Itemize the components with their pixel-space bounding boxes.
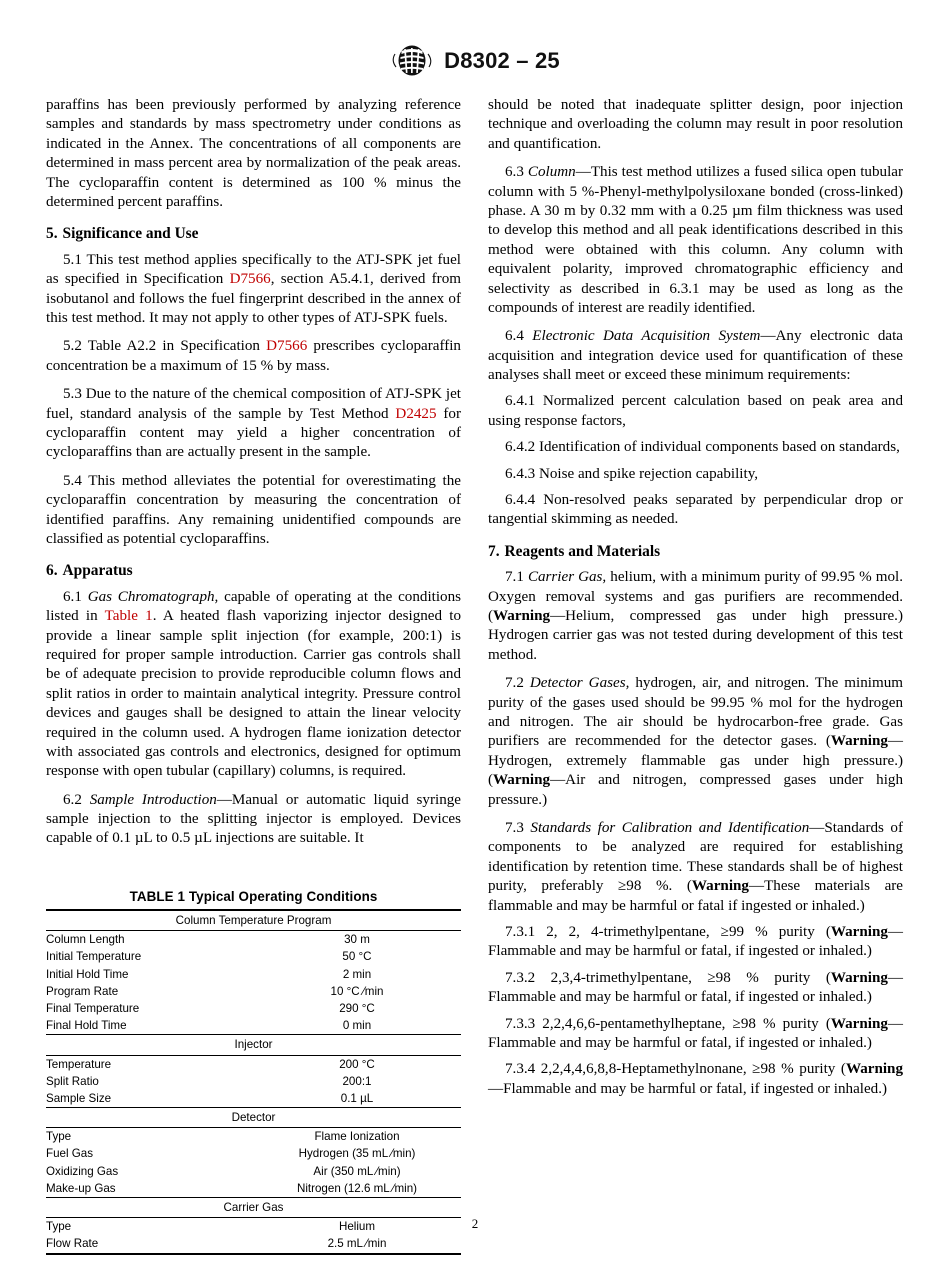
clause-7-1-text-1: helium, with a minimum purity of 99.95 % mol. Oxygen removal systems and gas purifiers are recommended. ( [488,569,904,625]
row-value: 2 min [342,967,372,981]
row-value: Helium [253,1218,461,1236]
paragraph-5-4 [46,472,461,550]
table-row [46,1163,461,1180]
clause-6-4-3-text: Noise and spike rejection capability, [538,465,759,482]
table-row [46,1055,461,1073]
clause-5-2-text-before: Table A2.2 in Specification [87,338,267,355]
clause-5-3-number: 5.3 [63,386,82,403]
clause-7-3-text-2: —These materials are flammable and may be harmful or fatal if ingested or inhaled.) [488,878,903,914]
paragraph-6-3 [488,163,903,318]
paragraph-7-3 [488,819,903,916]
paragraph-7-3-2 [488,969,903,1008]
standard-designation: D8302 – 25 [444,47,560,73]
left-column [46,96,461,850]
clause-6-2-number: 6.2 [63,791,82,808]
clause-7-3-1-text-2: —Flammable and may be harmful or fatal, if ingested or inhaled.) [488,923,903,960]
clause-6-2-italic-lead: Sample Introduction [89,791,217,808]
paragraph-5-1 [46,251,461,329]
row-label: Final Hold Time [46,1019,127,1033]
clause-5-4-text: This method alleviates the potential for overestimating the cycloparaffin concentration by measuring the concentration of identified paraffins. Any remaining unidentified compounds are classified as potential cycloparaffins. [46,472,461,547]
paragraph-6-4-2 [488,438,903,457]
clause-5-2-text-after: prescribes cycloparaffin concentration be a maximum of 15 % by mass. [46,338,461,374]
clause-6-1-text-after: . A heated flash vaporizing injector designed to provide a linear sample split injection (for example, 200:1) is required for proper sample introduction. Carrier gas controls shall be of adequate precision to provide reproducible column flows and split ratios in order to maintain analytical integrity. Pressure control devices and gauges shall be designed to attain the linear velocity required in the column used. A hydrogen flame ionization detector with associated gas controls and electronics, designed for optimum response with open tubular (capillary) columns, is required. [46,608,462,780]
clause-5-1-text-before: This test method applies specifically to the ATJ-SPK jet fuel as specified in Specification [46,251,461,288]
row-value: 0 min [342,1019,372,1033]
warning-label: Warning [691,878,749,895]
clause-6-1-number: 6.1 [63,588,82,605]
paragraph-6-2 [46,791,461,849]
table-row [46,1000,461,1017]
clause-7-3-2-number: 7.3.2 [505,969,536,986]
clause-7-3-3-text-1: 2,2,4,6,6-pentamethylheptane, ≥98 % purity ( [542,1015,831,1032]
reference-link-table-1[interactable]: Table 1 [104,608,153,625]
paragraph-7-3-1 [488,923,903,962]
row-label: Column Length [46,931,253,949]
paragraph-5-2 [46,337,461,376]
warning-label: Warning [830,1015,888,1032]
row-label: Make-up Gas [46,1181,116,1195]
group-name-injector: Injector [46,1035,461,1055]
clause-7-1-text-2: —Helium, compressed gas under high pressure.) Hydrogen carrier gas was not tested during development of this test method. [488,608,903,663]
group-name-carrier-gas: Carrier Gas [46,1198,461,1218]
paragraph-6-4-4 [488,491,903,530]
row-label: Type [46,1218,253,1236]
clause-7-3-number: 7.3 [505,819,524,836]
clause-6-4-text: —Any electronic data acquisition and integration device used for quantification of these analyses shall meet or exceed these minimum requirements: [488,328,903,384]
row-value: 50 °C [342,950,372,964]
clause-7-3-4-text-2: —Flammable and may be harmful or fatal, if ingested or inhaled.) [488,1080,888,1097]
clause-6-4-4-number: 6.4.4 [505,492,536,509]
row-value: 200:1 [342,1074,372,1088]
paragraph-6-4-3 [488,465,903,484]
section-5-number: 5. [46,225,58,243]
clause-5-4-number: 5.4 [63,472,82,489]
warning-label: Warning [830,969,888,986]
clause-7-2-text-2: —Hydrogen, extremely flammable gas under high pressure.) ( [488,733,903,789]
clause-6-4-1-text: Normalized percent calculation based on peak area and using response factors, [488,393,903,429]
clause-6-4-2-number: 6.4.2 [505,439,536,456]
row-value: 200 °C [253,1055,461,1073]
table-row [46,1073,461,1090]
clause-6-3-number: 6.3 [505,164,524,181]
table-row [46,1235,461,1253]
clause-5-1-text-after: , section A5.4.1, derived from isobutanol and follows the fuel fingerprint described in the annex of this test method. It may not apply to other types of ATJ-SPK fuels. [46,271,461,326]
reference-link-d7566-b[interactable]: D7566 [266,338,308,355]
clause-7-3-italic-lead: Standards for Calibration and Identification [530,819,810,836]
right-column [488,96,903,1100]
clause-6-2-text: —Manual or automatic liquid syringe sample injection to the splitting injector is employed. Devices capable of 0.1 µL to 0.5 µL injections are suitable. It [46,791,461,847]
clause-7-3-3-number: 7.3.3 [505,1015,536,1032]
table-1 [46,909,461,1255]
paragraph-6-1 [46,588,461,782]
clause-7-1-italic-lead: Carrier Gas, [527,569,607,586]
row-label: Flow Rate [46,1235,253,1253]
warning-label: Warning [845,1061,903,1078]
clause-6-1-text-before: capable of operating at the conditions listed in [46,588,461,625]
clause-7-3-3-text-2: —Flammable and may be harmful or fatal, if ingested or inhaled.) [488,1015,903,1051]
section-heading-7 [488,543,903,561]
row-label: Split Ratio [46,1074,99,1088]
warning-label: Warning [493,608,551,625]
table-row [46,966,461,983]
warning-label: Warning [830,923,888,940]
section-6-number: 6. [46,562,58,580]
row-value: 0.1 µL [340,1091,374,1105]
table-row [46,1128,461,1146]
clause-5-2-number: 5.2 [63,338,82,355]
section-7-title: Reagents and Materials [504,542,661,560]
clause-7-3-1-text-1: 2, 2, 4-trimethylpentane, ≥99 % purity ( [546,923,831,940]
section-5-title: Significance and Use [62,225,199,243]
clause-7-3-2-text-2: —Flammable and may be harmful or fatal, if ingested or inhaled.) [488,969,903,1006]
clause-5-3-text-after: for cycloparaffin content may yield a higher concentration of cycloparaffins than are actually present in the sample. [46,405,461,461]
group-name-column-temperature-program: Column Temperature Program [46,910,461,931]
row-value: Flame Ionization [253,1128,461,1146]
clause-7-2-text-3: —Air and nitrogen, compressed gases under high pressure.) [488,772,903,808]
section-heading-6 [46,562,461,580]
table-group-header [46,1198,461,1218]
clause-6-4-2-text: Identification of individual components based on standards, [538,439,900,456]
clause-6-4-italic-lead: Electronic Data Acquisition System [532,328,761,345]
section-heading-5 [46,225,461,243]
clause-6-3-italic-lead: Column [527,164,576,181]
clause-7-2-text-1: hydrogen, air, and nitrogen. The minimum purity of the gases used should be 99.95 % mol for the hydrogen and nitrogen. The air should be hydrocarbon-free grade. Gas purifiers are recommended for the detector gases. ( [488,675,903,750]
paragraph-7-3-3 [488,1015,903,1054]
page-number: 2 [471,1216,479,1231]
table-row [46,931,461,949]
reference-link-d7566-a[interactable]: D7566 [229,271,271,288]
row-label: Oxidizing Gas [46,1164,119,1178]
paragraph-6-4-1 [488,392,903,431]
clause-7-3-2-text-1: 2,3,4-trimethylpentane, ≥98 % purity ( [550,969,831,986]
row-value: Hydrogen (35 mL ⁄min) [298,1147,416,1161]
row-label: Initial Temperature [46,950,142,964]
warning-label: Warning [830,733,888,750]
row-label: Final Temperature [46,1001,140,1015]
table-row [46,1090,461,1108]
astm-logo-icon [390,44,434,77]
clause-6-3-text: —This test method utilizes a fused silica open tubular column with 5 %-Phenyl-methylpolysiloxane bonded (cross-linked) phase. A 30 m by 0.32 mm with a 0.25 µm film thickness was used to develop this method and all peak identifications described in this method were obtained with this column. Any column with equivalent polarity, improved chromatographic efficiency and selectivity as described in 6.3.1 may be used as long as the compounds of interest are readily identified. [488,164,903,316]
clause-6-4-3-number: 6.4.3 [505,465,536,482]
row-label: Initial Hold Time [46,967,129,981]
paragraph-7-3-4 [488,1060,903,1099]
table-group-header [46,910,461,931]
table-group-header [46,1035,461,1055]
continued-paragraph-right: should be noted that inadequate splitter design, poor injection technique and overloading the column may result in poor resolution and quantification. [488,97,903,152]
reference-link-d2425[interactable]: D2425 [395,405,437,422]
clause-7-2-italic-lead: Detector Gases, [529,675,630,692]
group-name-detector: Detector [46,1108,461,1128]
clause-7-3-4-number: 7.3.4 [505,1061,536,1078]
clause-7-3-text-1: —Standards of components to be analyzed are required for establishing identification by retention time. These standards shall be of highest purity, preferably ≥98 %. ( [488,819,903,895]
row-value: 2.5 mL ⁄min [253,1235,461,1253]
clause-6-1-italic-lead: Gas Chromatograph, [87,588,219,605]
row-value: 10 °C ⁄min [330,984,384,998]
table-row [46,1145,461,1162]
row-value: 30 m [253,931,461,949]
clause-6-4-number: 6.4 [505,328,524,345]
clause-6-4-1-number: 6.4.1 [505,393,536,410]
section-7-number: 7. [488,542,500,560]
row-label: Sample Size [46,1091,112,1105]
paragraph-7-2 [488,674,903,810]
paragraph-6-4 [488,327,903,385]
clause-7-3-4-text-1: 2,2,4,4,6,8,8-Heptamethylnonane, ≥98 % purity ( [540,1061,846,1078]
clause-7-1-number: 7.1 [505,569,524,586]
row-label: Fuel Gas [46,1147,94,1161]
continued-paragraph: paraffins has been previously performed by analyzing reference samples and standards by mass spectrometry under conditions as indicated in the Annex. The concentrations of all components are determined in mass percent area by normalization of the peak areas. The cycloparaffin content is determined as 100 % minus the determined percent paraffins. [46,97,461,210]
table-row [46,1017,461,1035]
clause-7-2-number: 7.2 [505,675,524,692]
table-row [46,948,461,965]
paragraph-5-3 [46,385,461,463]
row-label: Type [46,1128,253,1146]
table-1-container [46,889,461,1255]
clause-5-1-number: 5.1 [63,251,82,268]
table-row [46,1180,461,1198]
row-label: Temperature [46,1055,253,1073]
row-value: Air (350 mL ⁄min) [313,1164,401,1178]
table-1-title: TABLE 1 Typical Operating Conditions [129,889,378,904]
warning-label: Warning [493,772,551,789]
table-group-header [46,1108,461,1128]
paragraph-7-1 [488,568,903,665]
table-row [46,983,461,1000]
page-header [0,44,950,77]
row-value: 290 °C [339,1001,375,1015]
clause-6-4-4-text: Non-resolved peaks separated by perpendicular drop or tangential skimming as needed. [488,492,903,528]
row-label: Program Rate [46,984,119,998]
section-6-title: Apparatus [62,562,133,580]
clause-7-3-1-number: 7.3.1 [505,923,536,940]
clause-5-3-text-before: Due to the nature of the chemical composition of ATJ-SPK jet fuel, standard analysis of the sample by Test Method [46,386,461,422]
row-value: Nitrogen (12.6 mL ⁄min) [296,1181,418,1195]
